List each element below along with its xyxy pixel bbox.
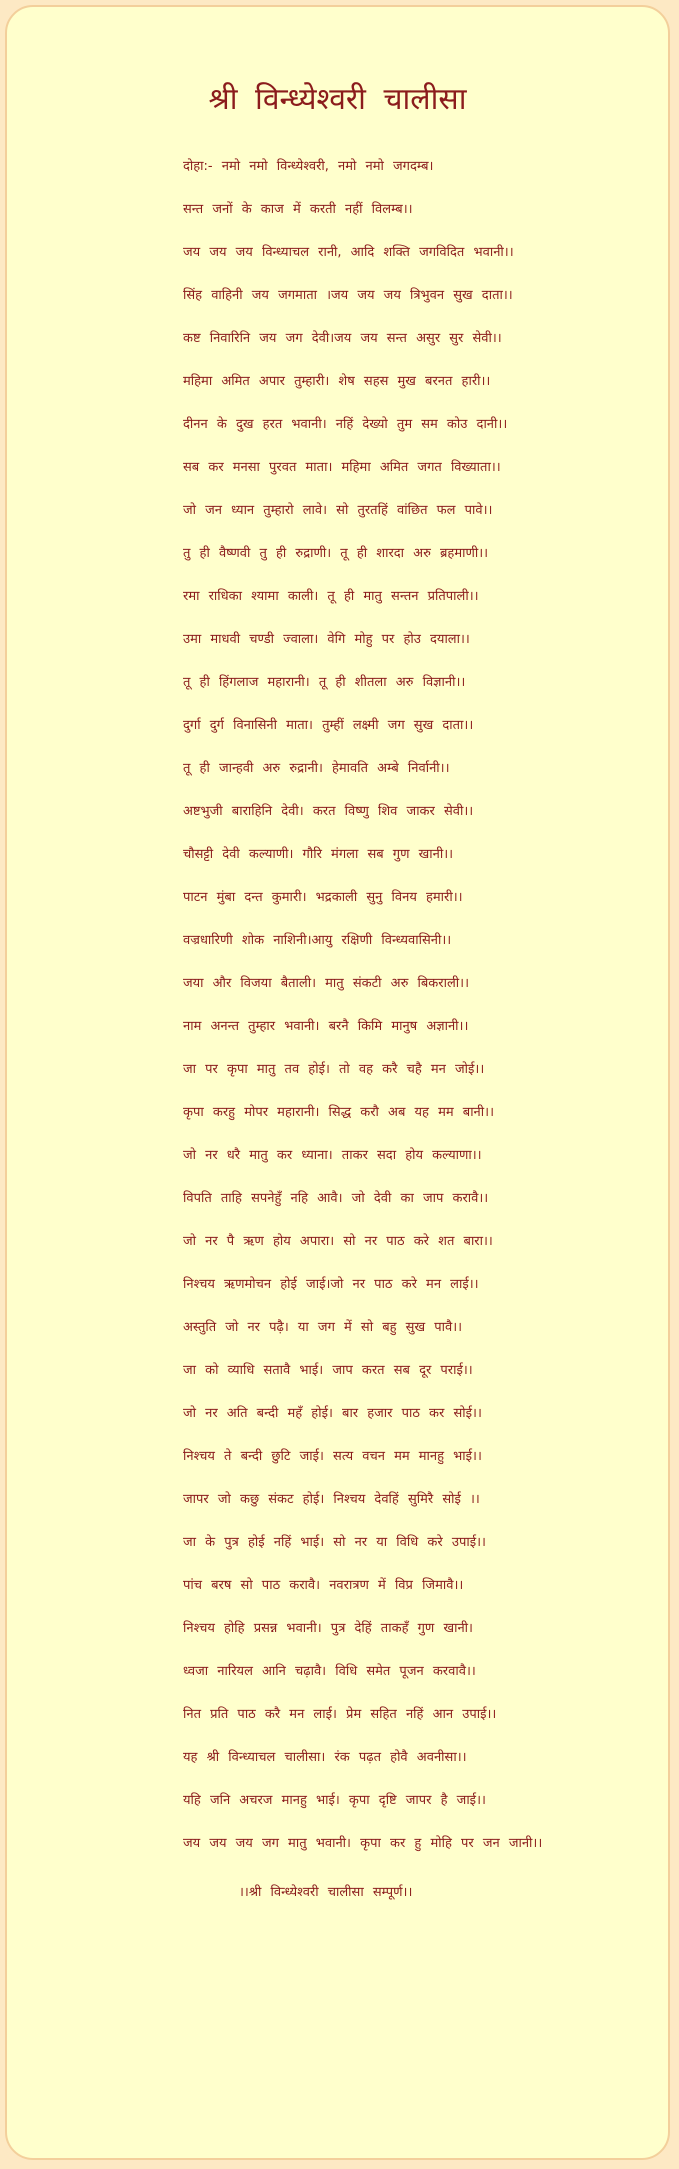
verse-line: यहि जनि अचरज मानहु भाई। कृपा दृष्टि जापर है जाई।।	[183, 1793, 486, 1808]
verse-line: सन्त जनों के काज में करती नहीं विलम्ब।।	[183, 202, 413, 217]
page-title: श्री विन्ध्येश्वरी चालीसा	[208, 82, 467, 117]
verse-line: रमा राधिका श्यामा काली। तू ही मातु सन्तन प्रतिपाली।।	[183, 589, 479, 604]
verse-line: सब कर मनसा पुरवत माता। महिमा अमित जगत विख्याता।।	[183, 460, 501, 475]
verse-line: कष्ट निवारिनि जय जग देवी।जय जय सन्त असुर सुर सेवी।।	[183, 331, 502, 346]
verse-line: जो नर पै ऋण होय अपारा। सो नर पाठ करे शत बारा।।	[183, 1234, 493, 1249]
verse-line: पांच बरष सो पाठ करावै। नवरात्रण में विप्र जिमावै।।	[183, 1578, 464, 1593]
verse-line: विपति ताहि सपनेहुँ नहि आवै। जो देवी का जाप करावै।।	[183, 1191, 489, 1206]
verse-line: निश्चय होहि प्रसन्न भवानी। पुत्र देहिं ताकहँ गुण खानी।	[183, 1621, 473, 1636]
verse-line: जो नर धरै मातु कर ध्याना। ताकर सदा होय कल्याणा।।	[183, 1148, 482, 1163]
verse-line: अष्टभुजी बाराहिनि देवी। करत विष्णु शिव जाकर सेवी।।	[183, 804, 474, 819]
verse-line: जा के पुत्र होई नहिं भाई। सो नर या विधि करे उपाई।।	[183, 1535, 486, 1550]
verse-line: अस्तुति जो नर पढ़ै। या जग में सो बहु सुख पावै।।	[183, 1320, 463, 1335]
verse-line: जय जय जय विन्ध्याचल रानी, आदि शक्ति जगविदित भवानी।।	[183, 245, 514, 260]
verse-line: नाम अनन्त तुम्हार भवानी। बरनै किमि मानुष अज्ञानी।।	[183, 1019, 469, 1034]
verse-line: जो जन ध्यान तुम्हारो लावे। सो तुरतहिं वांछित फल पावे।।	[183, 503, 493, 518]
verse-line: जया और विजया बैताली। मातु संकटी अरु बिकराली।।	[183, 976, 469, 991]
verse-line: नित प्रति पाठ करै मन लाई। प्रेम सहित नहिं आन उपाई।।	[183, 1707, 497, 1722]
verse-line: तु ही वैष्णवी तु ही रुद्राणी। तू ही शारदा अरु ब्रहमाणी।।	[183, 546, 489, 561]
verse-line: जो नर अति बन्दी महँ होई। बार हजार पाठ कर सोई।।	[183, 1406, 482, 1421]
verse-line: जा को व्याधि सतावै भाई। जाप करत सब दूर पराई।।	[183, 1363, 473, 1378]
verse-line: सिंह वाहिनी जय जगमाता ।जय जय जय त्रिभुवन सुख दाता।।	[183, 288, 513, 303]
verse-line: दोहा:- नमो नमो विन्ध्येश्वरी, नमो नमो जगदम्ब।	[183, 159, 434, 174]
verse-line: तू ही हिंगलाज महारानी। तू ही शीतला अरु विज्ञानी।।	[183, 675, 466, 690]
verse-line: निश्चय ऋणमोचन होई जाई।जो नर पाठ करे मन लाई।।	[183, 1277, 479, 1292]
verse-line: पाटन मुंबा दन्त कुमारी। भद्रकाली सुनु विनय हमारी।।	[183, 890, 463, 905]
verse-line: निश्चय ते बन्दी छुटि जाई। सत्य वचन मम मानहु भाई।।	[183, 1449, 482, 1464]
verse-list	[183, 155, 542, 1875]
verse-line: जापर जो कछु संकट होई। निश्चय देवहिं सुमिरै सोई ।।	[183, 1492, 480, 1507]
verse-line: चौसट्टी देवी कल्याणी। गौरि मंगला सब गुण खानी।।	[183, 847, 454, 862]
verse-line: महिमा अमित अपार तुम्हारी। शेष सहस मुख बरनत हारी।।	[183, 374, 491, 389]
verse-line: ध्वजा नारियल आनि चढ़ावै। विधि समेत पूजन करवावै।।	[183, 1664, 476, 1679]
closing-line: ।।श्री विन्ध्येश्वरी चालीसा सम्पूर्ण।।	[239, 1885, 413, 1900]
verse-line: तू ही जान्हवी अरु रुद्रानी। हेमावति अम्बे निर्वानी।।	[183, 761, 450, 776]
verse-line: कृपा करहु मोपर महारानी। सिद्ध करौ अब यह मम बानी।।	[183, 1105, 494, 1120]
verse-line: यह श्री विन्ध्याचल चालीसा। रंक पढ़त होवै अवनीसा।।	[183, 1750, 467, 1765]
verse-line: उमा माधवी चण्डी ज्वाला। वेगि मोहु पर होउ दयाला।।	[183, 632, 470, 647]
verse-line: वज्रधारिणी शोक नाशिनी।आयु रक्षिणी विन्ध्यवासिनी।।	[183, 933, 452, 948]
verse-line: दुर्गा दुर्ग विनासिनी माता। तुम्हीं लक्ष्मी जग सुख दाता।।	[183, 718, 474, 733]
verse-line: जय जय जय जग मातु भवानी। कृपा कर हु मोहि पर जन जानी।।	[183, 1836, 543, 1851]
verse-line: जा पर कृपा मातु तव होई। तो वह करै चहै मन जोई।।	[183, 1062, 485, 1077]
chalisa-card	[5, 5, 670, 2160]
verse-line: दीनन के दुख हरत भवानी। नहिं देख्यो तुम सम कोउ दानी।।	[183, 417, 508, 432]
